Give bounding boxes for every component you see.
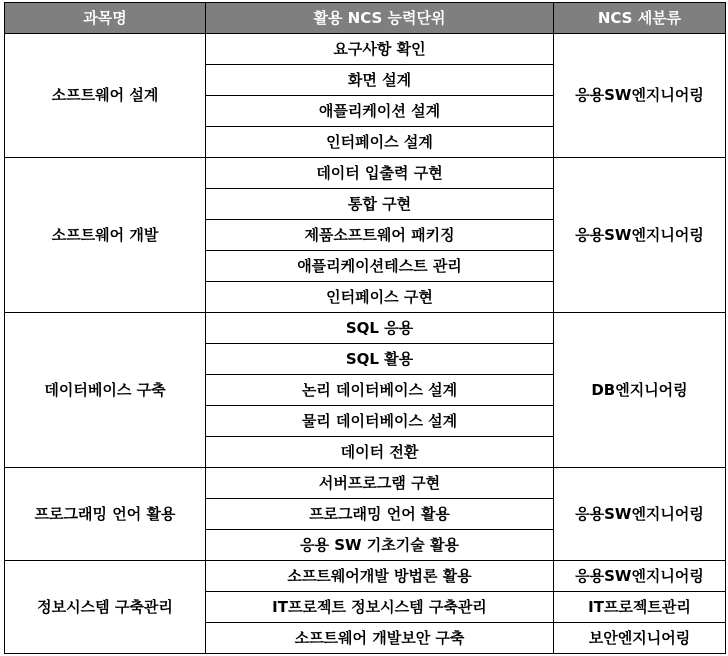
table-row xyxy=(5,34,726,65)
header-subject: 과목명 xyxy=(5,3,206,34)
table-row xyxy=(5,561,726,592)
subject-cell: 소프트웨어 설계 xyxy=(5,34,206,158)
unit-cell: IT프로젝트 정보시스템 구축관리 xyxy=(206,592,554,623)
classification-cell: 응용SW엔지니어링 xyxy=(554,34,726,158)
subject-cell: 프로그래밍 언어 활용 xyxy=(5,468,206,561)
table-row xyxy=(5,158,726,189)
unit-cell: 데이터 입출력 구현 xyxy=(206,158,554,189)
classification-cell: 응용SW엔지니어링 xyxy=(554,468,726,561)
unit-cell: 소프트웨어 개발보안 구축 xyxy=(206,623,554,654)
header-ncs-classification: NCS 세분류 xyxy=(554,3,726,34)
classification-cell: DB엔지니어링 xyxy=(554,313,726,468)
unit-cell: SQL 활용 xyxy=(206,344,554,375)
unit-cell: 논리 데이터베이스 설계 xyxy=(206,375,554,406)
classification-cell: 응용SW엔지니어링 xyxy=(554,158,726,313)
unit-cell: 프로그래밍 언어 활용 xyxy=(206,499,554,530)
unit-cell: 애플리케이션테스트 관리 xyxy=(206,251,554,282)
unit-cell: 소프트웨어개발 방법론 활용 xyxy=(206,561,554,592)
unit-cell: 서버프로그램 구현 xyxy=(206,468,554,499)
classification-cell: IT프로젝트관리 xyxy=(554,592,726,623)
table-body xyxy=(5,34,726,654)
table-row xyxy=(5,468,726,499)
table-row xyxy=(5,313,726,344)
unit-cell: 인터페이스 구현 xyxy=(206,282,554,313)
classification-cell: 보안엔지니어링 xyxy=(554,623,726,654)
unit-cell: 통합 구현 xyxy=(206,189,554,220)
unit-cell: 물리 데이터베이스 설계 xyxy=(206,406,554,437)
unit-cell: SQL 응용 xyxy=(206,313,554,344)
unit-cell: 응용 SW 기초기술 활용 xyxy=(206,530,554,561)
unit-cell: 데이터 전환 xyxy=(206,437,554,468)
unit-cell: 애플리케이션 설계 xyxy=(206,96,554,127)
subject-cell: 정보시스템 구축관리 xyxy=(5,561,206,654)
header-row xyxy=(5,3,726,34)
ncs-table xyxy=(4,2,726,654)
unit-cell: 제품소프트웨어 패키징 xyxy=(206,220,554,251)
subject-cell: 데이터베이스 구축 xyxy=(5,313,206,468)
unit-cell: 화면 설계 xyxy=(206,65,554,96)
classification-cell: 응용SW엔지니어링 xyxy=(554,561,726,592)
unit-cell: 요구사항 확인 xyxy=(206,34,554,65)
subject-cell: 소프트웨어 개발 xyxy=(5,158,206,313)
header-ncs-unit: 활용 NCS 능력단위 xyxy=(206,3,554,34)
unit-cell: 인터페이스 설계 xyxy=(206,127,554,158)
